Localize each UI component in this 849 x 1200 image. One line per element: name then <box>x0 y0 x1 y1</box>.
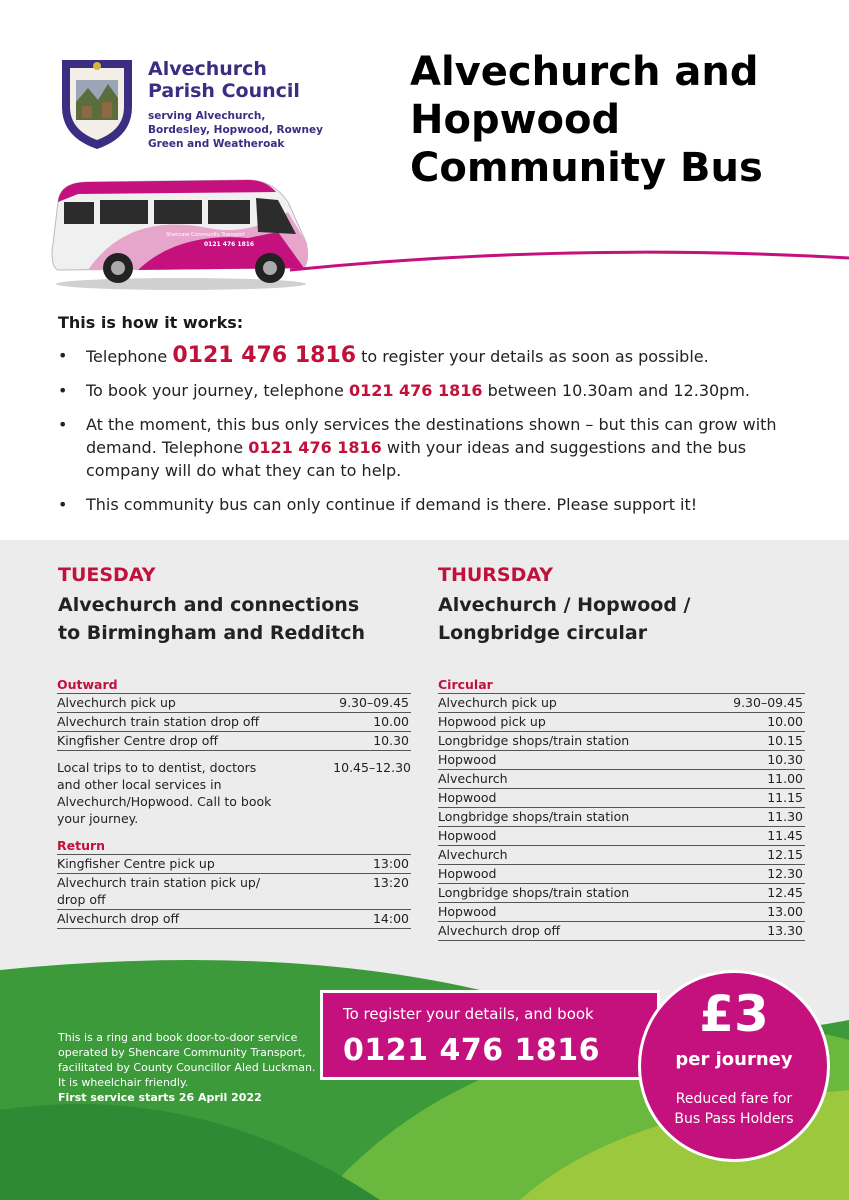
title-swoosh-line <box>290 240 849 280</box>
title-line2: Hopwood <box>410 97 621 143</box>
stop-name: Alvechurch <box>438 847 508 862</box>
stop-time: 11.30 <box>767 809 803 824</box>
table-row <box>438 732 805 751</box>
bus-side-text: Shencare Community Transport <box>166 232 246 238</box>
list-item: • This community bus can only continue if demand is there. Please support it! <box>58 493 818 516</box>
price-value: £3 <box>699 985 769 1043</box>
price-badge <box>638 970 830 1162</box>
stop-name: Kingfisher Centre pick up <box>57 856 215 871</box>
table-row <box>57 713 411 732</box>
stop-time: 10.30 <box>767 752 803 767</box>
council-name-line2: Parish Council <box>148 80 300 102</box>
booking-callout <box>320 990 660 1080</box>
phone-number: 0121 476 1816 <box>348 381 483 400</box>
booking-text: To register your details, and book <box>343 1005 594 1023</box>
table-row <box>438 846 805 865</box>
stop-time: 13.00 <box>767 904 803 919</box>
stop-name: Longbridge shops/train station <box>438 733 630 748</box>
stop-name: Longbridge shops/train station <box>438 809 630 824</box>
table-row <box>438 922 805 941</box>
tuesday-heading: TUESDAY <box>58 564 156 586</box>
stop-time: 11.00 <box>767 771 803 786</box>
stop-time: 12.15 <box>767 847 803 862</box>
stop-name: Hopwood <box>438 828 497 843</box>
how-it-works-heading: This is how it works: <box>58 313 244 332</box>
table-row <box>438 827 805 846</box>
thursday-heading: THURSDAY <box>438 564 554 586</box>
stop-name: Alvechurch pick up <box>57 695 176 710</box>
stop-name: Hopwood pick up <box>438 714 546 729</box>
stop-name: Alvechurch <box>438 771 508 786</box>
council-serving-areas: serving Alvechurch, Bordesley, Hopwood, Rowney Green and Weatheroak <box>148 110 323 150</box>
how-it-works-list <box>58 344 818 527</box>
stop-time: 13:20 <box>372 875 409 890</box>
table-row <box>438 903 805 922</box>
table-row <box>57 910 411 929</box>
stop-time: 10.15 <box>767 733 803 748</box>
stop-name: Kingfisher Centre drop off <box>57 733 219 748</box>
table-row <box>438 694 805 713</box>
stop-name: Hopwood <box>438 904 497 919</box>
table-row <box>438 865 805 884</box>
stop-time: 12.30 <box>767 866 803 881</box>
stop-time: 12.45 <box>767 885 803 900</box>
table-row <box>438 713 805 732</box>
stop-name: Alvechurch drop off <box>438 923 561 938</box>
council-name <box>148 58 300 102</box>
stop-name: Alvechurch drop off <box>57 911 180 926</box>
service-footnote: This is a ring and book door-to-door service operated by Shencare Community Transport, facilitated by County Councillor Aled Luckman. It is wheelchair friendly. First service starts 26 April 2022 <box>58 1031 316 1104</box>
tuesday-timetable <box>57 676 411 929</box>
table-row <box>57 694 411 713</box>
circular-label: Circular <box>438 676 805 694</box>
list-item: • To book your journey, telephone 0121 476 1816 between 10.30am and 12.30pm. <box>58 379 818 402</box>
list-item: • Telephone 0121 476 1816 to register your details as soon as possible. <box>58 344 818 368</box>
table-row <box>438 884 805 903</box>
tuesday-subheading: Alvechurch and connections to Birmingham and Redditch <box>58 594 365 644</box>
stop-name: Hopwood <box>438 866 497 881</box>
table-row <box>57 874 411 910</box>
stop-name: Alvechurch train station pick up/ drop off <box>57 875 261 907</box>
council-crest-logo <box>52 52 142 152</box>
table-row <box>438 770 805 789</box>
stop-name: Alvechurch train station drop off <box>57 714 260 729</box>
reduced-fare-note: Reduced fare for Bus Pass Holders <box>674 1091 794 1127</box>
stop-time: 13.30 <box>767 923 803 938</box>
table-row <box>57 855 411 874</box>
stop-time: 13:00 <box>372 856 409 871</box>
first-service-date: First service starts 26 April 2022 <box>58 1091 262 1104</box>
title-line1: Alvechurch and <box>410 49 759 95</box>
stop-time: 9.30–09.45 <box>339 695 409 710</box>
bus-phone-text: 0121 476 1816 <box>204 241 255 248</box>
stop-time: 10.30 <box>373 733 409 748</box>
local-trips-note: Local trips to to dentist, doctors and other local services in Alvechurch/Hopwood. Call to book your journey. 10.45–12.30 <box>57 760 411 826</box>
council-name-line1: Alvechurch <box>148 58 267 80</box>
thursday-timetable <box>438 676 805 941</box>
table-row <box>438 808 805 827</box>
community-bus-image <box>48 172 314 294</box>
stop-name: Hopwood <box>438 752 497 767</box>
stop-time: 10.00 <box>767 714 803 729</box>
table-row <box>438 789 805 808</box>
stop-name: Alvechurch pick up <box>438 695 557 710</box>
stop-time: 11.45 <box>767 828 803 843</box>
stop-name: Longbridge shops/train station <box>438 885 630 900</box>
list-item: • At the moment, this bus only services the destinations shown – but this can grow with demand. Telephone 0121 476 1816 with your ideas and suggestions and the bus company will do what they can to help. <box>58 413 818 482</box>
stop-time: 10.00 <box>373 714 409 729</box>
phone-number: 0121 476 1816 <box>172 343 357 368</box>
price-unit: per journey <box>675 1049 793 1070</box>
table-row <box>438 751 805 770</box>
thursday-subheading: Alvechurch / Hopwood / Longbridge circular <box>438 594 691 644</box>
stop-time: 9.30–09.45 <box>733 695 803 710</box>
table-row <box>57 732 411 751</box>
title-line3: Community Bus <box>410 145 763 191</box>
stop-time: 14:00 <box>372 911 409 926</box>
booking-phone: 0121 476 1816 <box>343 1033 601 1068</box>
return-label: Return <box>57 837 411 855</box>
outward-label: Outward <box>57 676 411 694</box>
page-title <box>410 48 830 192</box>
stop-name: Hopwood <box>438 790 497 805</box>
phone-number: 0121 476 1816 <box>248 438 382 457</box>
stop-time: 11.15 <box>767 790 803 805</box>
